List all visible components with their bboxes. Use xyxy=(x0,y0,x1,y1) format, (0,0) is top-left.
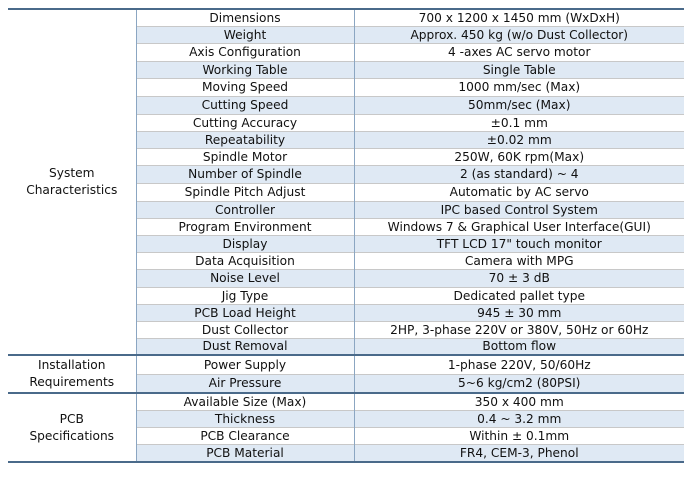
spec-value: 0.4 ~ 3.2 mm xyxy=(354,410,684,427)
spec-parameter: Moving Speed xyxy=(136,78,354,96)
spec-value: IPC based Control System xyxy=(354,201,684,218)
spec-value: 50mm/sec (Max) xyxy=(354,96,684,114)
spec-parameter: PCB Load Height xyxy=(136,304,354,321)
spec-value: Windows 7 & Graphical User Interface(GUI) xyxy=(354,218,684,235)
table-row xyxy=(8,355,684,374)
spec-parameter: Power Supply xyxy=(136,355,354,374)
spec-parameter: Spindle Motor xyxy=(136,148,354,165)
spec-parameter: Controller xyxy=(136,201,354,218)
spec-parameter: Noise Level xyxy=(136,269,354,287)
spec-value: 2 (as standard) ~ 4 xyxy=(354,165,684,183)
spec-value: 2HP, 3-phase 220V or 380V, 50Hz or 60Hz xyxy=(354,321,684,338)
group-label-line: System xyxy=(49,166,95,180)
spec-parameter: Repeatability xyxy=(136,131,354,148)
spec-value: Within ± 0.1mm xyxy=(354,427,684,444)
table-row xyxy=(8,393,684,410)
spec-parameter: Jig Type xyxy=(136,287,354,304)
spec-parameter: Program Environment xyxy=(136,218,354,235)
spec-value: Automatic by AC servo xyxy=(354,183,684,201)
spec-value: FR4, CEM-3, Phenol xyxy=(354,444,684,462)
group-label-line: Requirements xyxy=(29,375,115,389)
spec-parameter: PCB Clearance xyxy=(136,427,354,444)
spec-parameter: Number of Spindle xyxy=(136,165,354,183)
spec-parameter: Display xyxy=(136,235,354,252)
spec-value: 4 -axes AC servo motor xyxy=(354,43,684,61)
spec-value: TFT LCD 17" touch monitor xyxy=(354,235,684,252)
group-label-line: Specifications xyxy=(29,428,115,443)
spec-value: 1000 mm/sec (Max) xyxy=(354,78,684,96)
spec-parameter: Available Size (Max) xyxy=(136,393,354,410)
spec-value: 700 x 1200 x 1450 mm (WxDxH) xyxy=(354,9,684,26)
spec-value: 250W, 60K rpm(Max) xyxy=(354,148,684,165)
spec-parameter: Dimensions xyxy=(136,9,354,26)
group-system-characteristics xyxy=(8,9,136,355)
spec-parameter: Cutting Accuracy xyxy=(136,114,354,131)
spec-parameter: Cutting Speed xyxy=(136,96,354,114)
spec-value: Approx. 450 kg (w/o Dust Collector) xyxy=(354,26,684,43)
spec-value: Bottom flow xyxy=(354,338,684,355)
group-pcb-specifications xyxy=(8,393,136,462)
spec-parameter: Working Table xyxy=(136,61,354,78)
spec-value: ±0.02 mm xyxy=(354,131,684,148)
spec-value: 945 ± 30 mm xyxy=(354,304,684,321)
spec-parameter: Thickness xyxy=(136,410,354,427)
table-row xyxy=(8,9,684,26)
spec-parameter: Weight xyxy=(136,26,354,43)
spec-value: Single Table xyxy=(354,61,684,78)
spec-value: Camera with MPG xyxy=(354,252,684,269)
group-installation-requirements xyxy=(8,355,136,393)
spec-value: 350 x 400 mm xyxy=(354,393,684,410)
group-label-line: Characteristics xyxy=(26,183,118,197)
spec-value: ±0.1 mm xyxy=(354,114,684,131)
spec-parameter: Dust Collector xyxy=(136,321,354,338)
spec-value: 1-phase 220V, 50/60Hz xyxy=(354,355,684,374)
spec-parameter: Data Acquisition xyxy=(136,252,354,269)
group-label-line: Installation xyxy=(37,358,106,372)
spec-parameter: Air Pressure xyxy=(136,374,354,393)
spec-value: 5~6 kg/cm2 (80PSI) xyxy=(354,374,684,393)
spec-table xyxy=(8,8,684,463)
spec-value: Dedicated pallet type xyxy=(354,287,684,304)
spec-parameter: Dust Removal xyxy=(136,338,354,355)
spec-parameter: PCB Material xyxy=(136,444,354,462)
spec-parameter: Spindle Pitch Adjust xyxy=(136,183,354,201)
spec-table-body xyxy=(8,9,684,462)
spec-value: 70 ± 3 dB xyxy=(354,269,684,287)
group-label-line: PCB xyxy=(59,411,84,426)
spec-parameter: Axis Configuration xyxy=(136,43,354,61)
